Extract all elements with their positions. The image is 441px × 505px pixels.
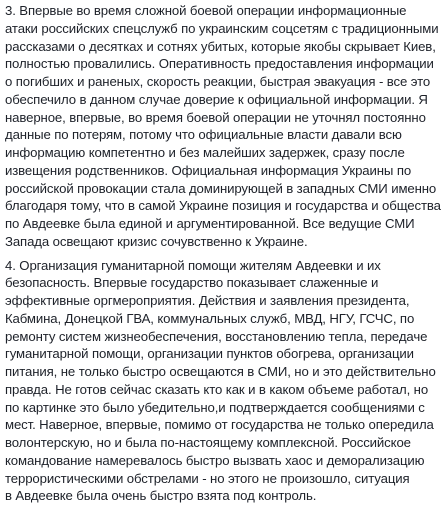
text-line: обеспечило в данном случае доверие к официальной информации. Я [5, 91, 430, 109]
text-line: гуманитарной помощи, организации пунктов обогрева, организации [5, 345, 430, 363]
text-line: данные по потерям, потому что официальные власти давали всю [5, 126, 430, 144]
text-line: питания, не только быстро освещаются в СМИ, но и это действительно [5, 363, 430, 381]
text-line: российской провокации стала доминирующей в западных СМИ именно [5, 180, 430, 198]
text-line: мест. Наверное, впервые, помимо от государства не только опередила [5, 416, 430, 434]
text-line: полностью провалились. Оперативность предоставления информации [5, 55, 430, 73]
text-line: наверное, впервые, во время боевой операции не уточнял постоянно [5, 109, 430, 127]
text-line: Запада освещают кризис сочувственно к Украине. [5, 233, 430, 251]
text-line: благодаря тому, что в самой Украине позиция и государства и общества [5, 197, 430, 215]
text-line: по картинке это было убедительно,и подтверждается сообщениями с [5, 399, 430, 417]
text-line: извещения родственников. Официальная информация Украины по [5, 162, 430, 180]
text-line: Кабмина, Донецкой ГВА, коммунальных служб, МВД, НГУ, ГСЧС, по [5, 310, 430, 328]
text-line: 4. Организация гуманитарной помощи жителям Авдеевки и их [5, 257, 430, 275]
text-line: ремонту систем жизнеобеспечения, восстановлению тепла, передаче [5, 328, 430, 346]
text-line: в Авдеевке была очень быстро взята под контроль. [5, 487, 430, 505]
text-line: безопасность. Впервые государство показывает слаженные и [5, 274, 430, 292]
text-line: командование намеревалось быстро вызвать хаос и деморализацию [5, 452, 430, 470]
text-line: информацию компетентно и без малейших задержек, сразу после [5, 144, 430, 162]
text-line: по Авдеевке была единой и аргументированной. Все ведущие СМИ [5, 215, 430, 233]
text-line: рассказами о десятках и сотнях убитых, которые якобы скрывает Киев, [5, 38, 430, 56]
paragraph-4-humanitarian-aid [5, 257, 430, 505]
text-line: террористическими обстрелами - но этого не произошло, ситуация [5, 470, 430, 488]
text-line: атаки российских спецслужб по украинским соцсетям с традиционными [5, 20, 430, 38]
text-line: о погибших и раненых, скорость реакции, быстрая эвакуация - все это [5, 73, 430, 91]
paragraph-3-information-war [5, 2, 430, 251]
text-line: правда. Не готов сейчас сказать кто как и в каком объеме работал, но [5, 381, 430, 399]
text-line: эффективные оргмероприятия. Действия и заявления президента, [5, 292, 430, 310]
text-line: 3. Впервые во время сложной боевой операции информационные [5, 2, 430, 20]
text-line: волонтерскую, но и была по-настоящему комплексной. Российское [5, 434, 430, 452]
